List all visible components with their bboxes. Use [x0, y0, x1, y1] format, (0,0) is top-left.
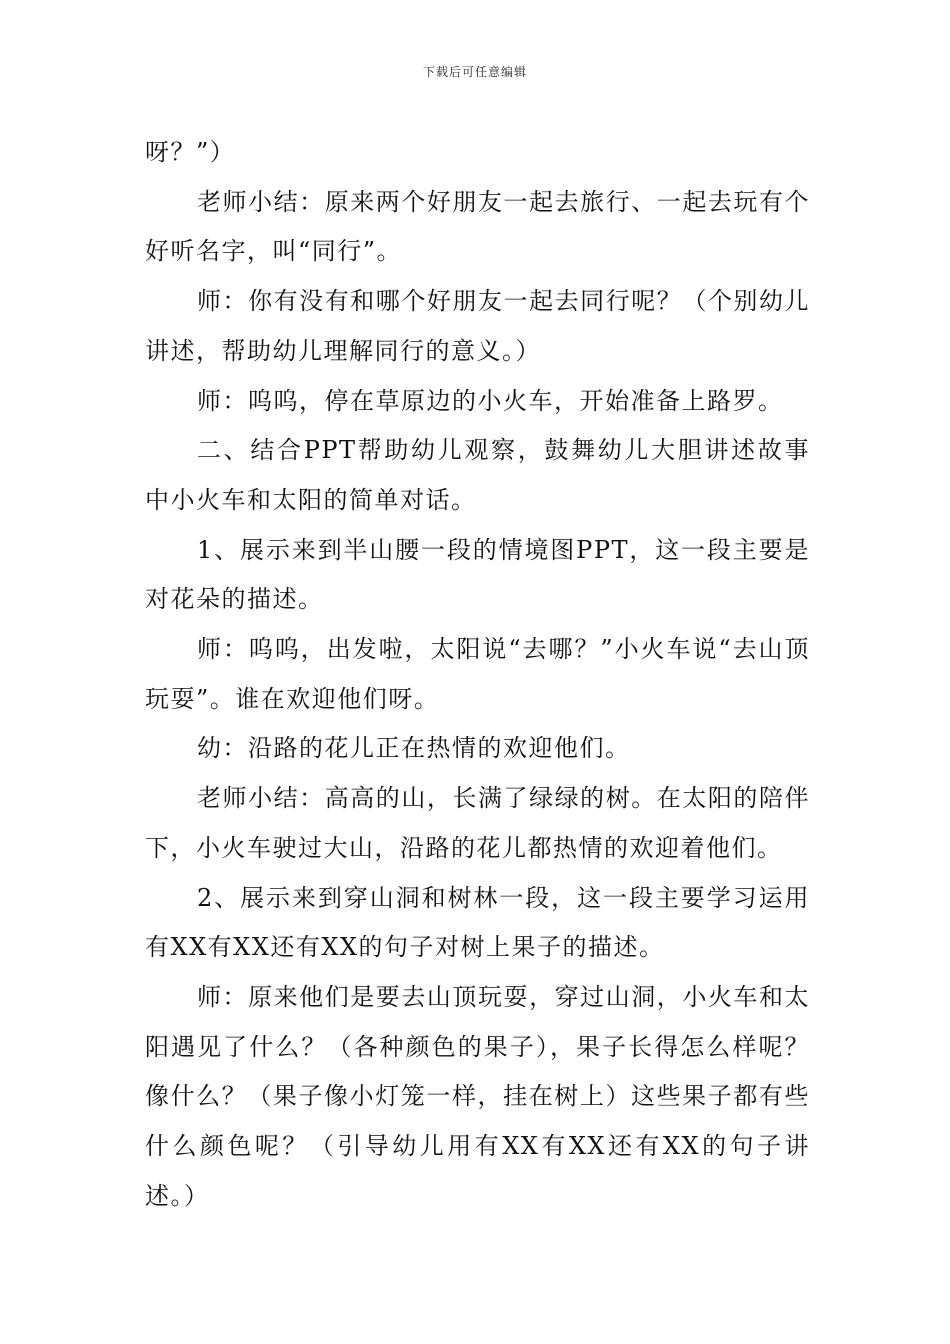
paragraph: 老师小结：高高的山，长满了绿绿的树。在太阳的陪伴下，小火车驶过大山，沿路的花儿都热情的欢迎着他们。 [145, 784, 810, 862]
paragraph: 师：原来他们是要去山顶玩耍，穿过山洞，小火车和太阳遇见了什么？（各种颜色的果子），果子长得怎么样呢？像什么？（果子像小灯笼一样，挂在树上）这些果子都有些什么颜色呢？（引导幼儿用有XX有XX还有XX的句子讲述。） [145, 982, 810, 1210]
paragraph: 二、结合PPT帮助幼儿观察，鼓舞幼儿大胆讲述故事中小火车和太阳的简单对话。 [145, 436, 810, 514]
document-body [145, 128, 810, 1221]
paragraph: 师：呜呜，停在草原边的小火车，开始准备上路罗。 [197, 386, 784, 415]
paragraph: 1、展示来到半山腰一段的情境图PPT，这一段主要是对花朵的描述。 [145, 535, 810, 614]
paragraph: 幼：沿路的花儿正在热情的欢迎他们。 [197, 734, 631, 763]
paragraph: 2、展示来到穿山洞和树林一段，这一段主要学习运用有XX有XX还有XX的句子对树上果子的描述。 [145, 883, 810, 962]
paragraph-continuation: 呀？”） [145, 138, 236, 166]
paragraph: 师：你有没有和哪个好朋友一起去同行呢？（个别幼儿讲述，帮助幼儿理解同行的意义。） [145, 287, 810, 365]
paragraph: 老师小结：原来两个好朋友一起去旅行、一起去玩有个好听名字，叫“同行”。 [145, 187, 810, 266]
paragraph: 师：呜呜，出发啦，太阳说“去哪？”小火车说“去山顶玩耍”。谁在欢迎他们呀。 [145, 635, 810, 713]
page-header: 下载后可任意编辑 [422, 65, 527, 79]
